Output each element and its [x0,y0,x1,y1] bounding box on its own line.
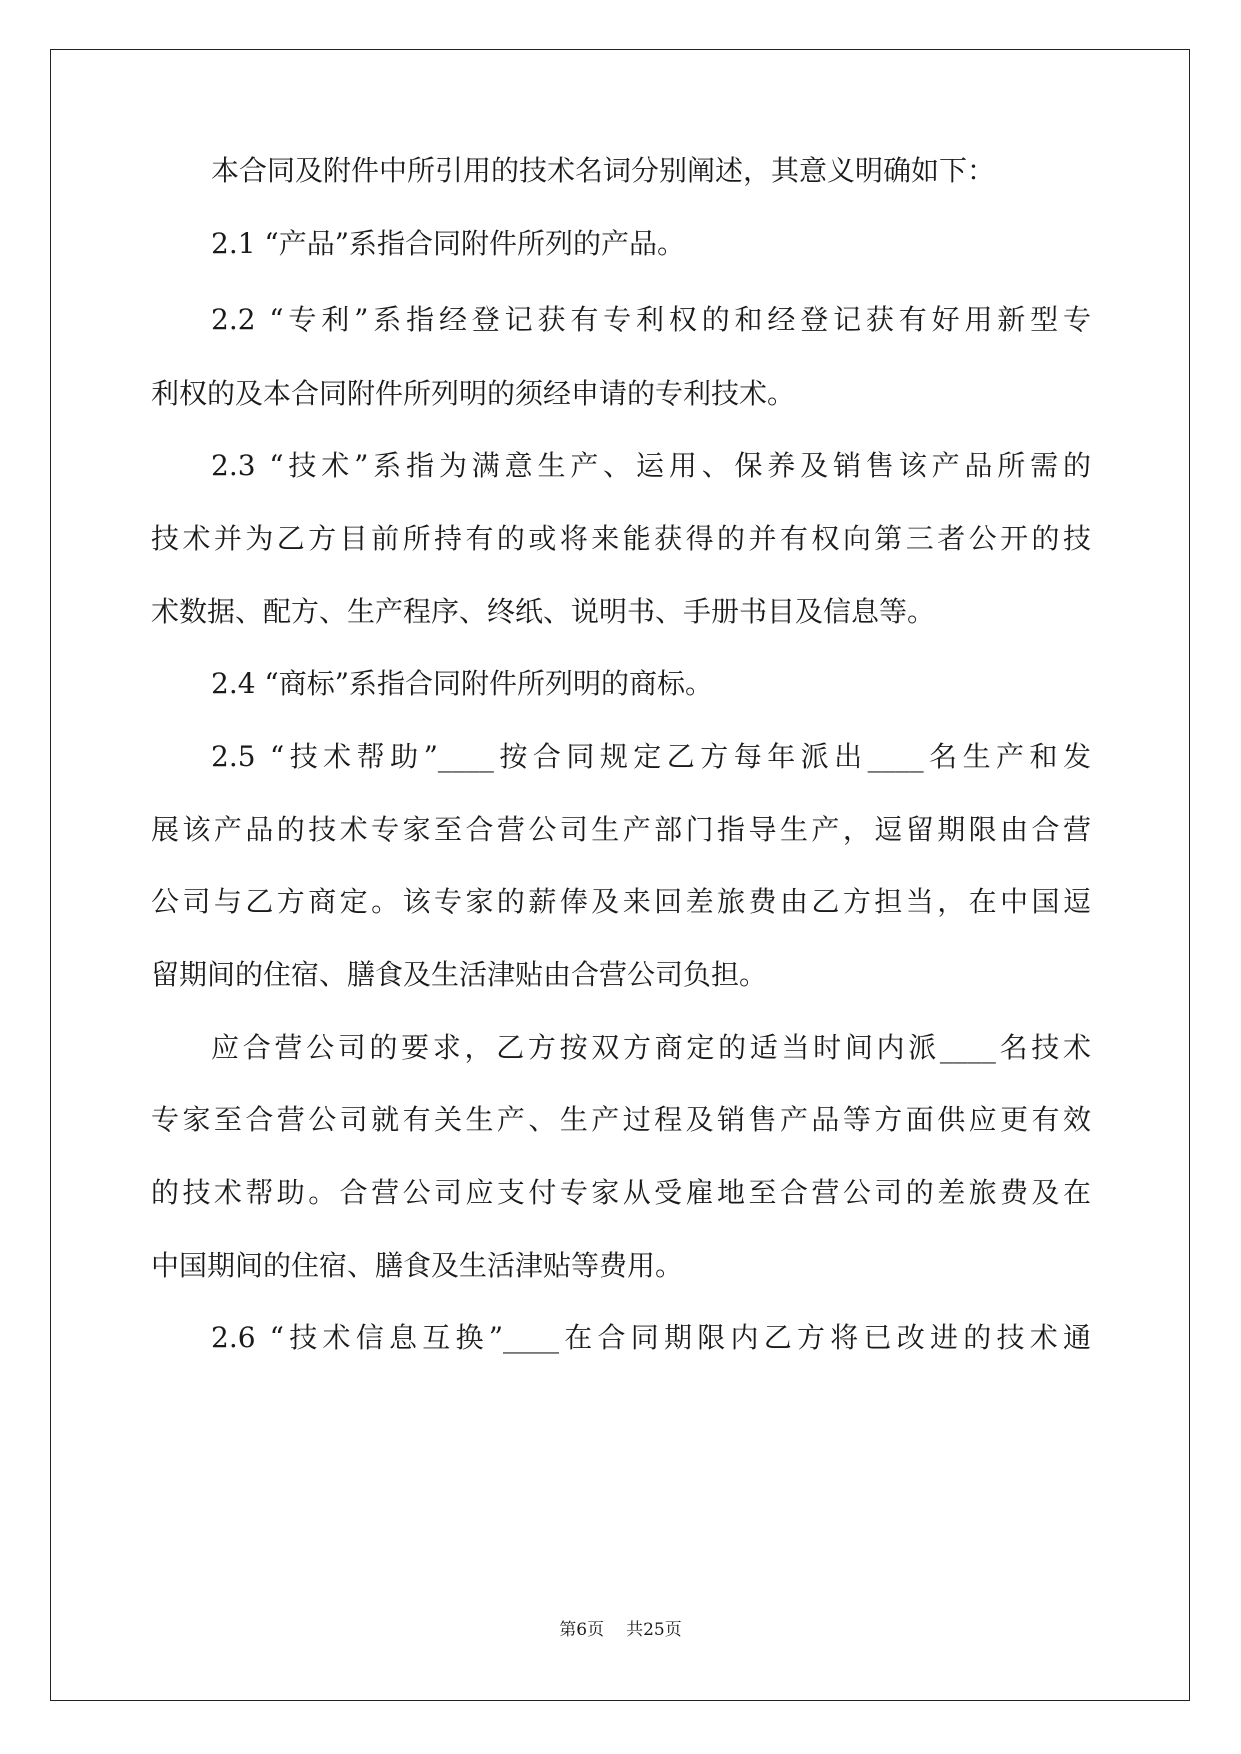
clause-2-3-line-2: 技术并为乙方目前所持有的或将来能获得的并有权向第三者公开的技 [151,522,1091,555]
clause-2-5-line-3: 公司与乙方商定。该专家的薪俸及来回差旅费由乙方担当，在中国逗 [151,885,1091,918]
clause-2-3-line-1: 2.3 “技术”系指为满意生产、运用、保养及销售该产品所需的 [211,449,1091,482]
clause-2-5-line-1: 2.5 “技术帮助”____按合同规定乙方每年派出____名生产和发 [211,740,1091,773]
paragraph-request-line-1: 应合营公司的要求，乙方按双方商定的适当时间内派____名技术 [211,1031,1091,1064]
page-number: 第6页 [559,1620,605,1640]
clause-2-6-line-1: 2.6 “技术信息互换”____在合同期限内乙方将已改进的技术通 [211,1321,1091,1354]
clause-2-3-line-3: 术数据、配方、生产程序、终纸、说明书、手册书目及信息等。 [151,595,936,628]
clause-2-5-line-4: 留期间的住宿、膳食及生活津贴由合营公司负担。 [151,958,768,991]
paragraph-request-line-2: 专家至合营公司就有关生产、生产过程及销售产品等方面供应更有效 [151,1103,1091,1136]
paragraph-request-line-3: 的技术帮助。合营公司应支付专家从受雇地至合营公司的差旅费及在 [151,1176,1091,1209]
clause-2-4: 2.4 “商标”系指合同附件所列明的商标。 [211,667,714,700]
clause-2-2-line-2: 利权的及本合同附件所列明的须经申请的专利技术。 [151,377,796,410]
paragraph-request-line-4: 中国期间的住宿、膳食及生活津贴等费用。 [151,1249,684,1282]
paragraph-intro: 本合同及附件中所引用的技术名词分别阐述，其意义明确如下： [211,154,996,187]
page-total: 共25页 [626,1620,682,1640]
clause-2-2-line-1: 2.2 “专利”系指经登记获有专利权的和经登记获有好用新型专 [211,303,1091,336]
clause-2-1: 2.1 “产品”系指合同附件所列的产品。 [211,227,686,260]
clause-2-5-line-2: 展该产品的技术专家至合营公司生产部门指导生产，逗留期限由合营 [151,813,1091,846]
page-footer [0,1619,1241,1641]
